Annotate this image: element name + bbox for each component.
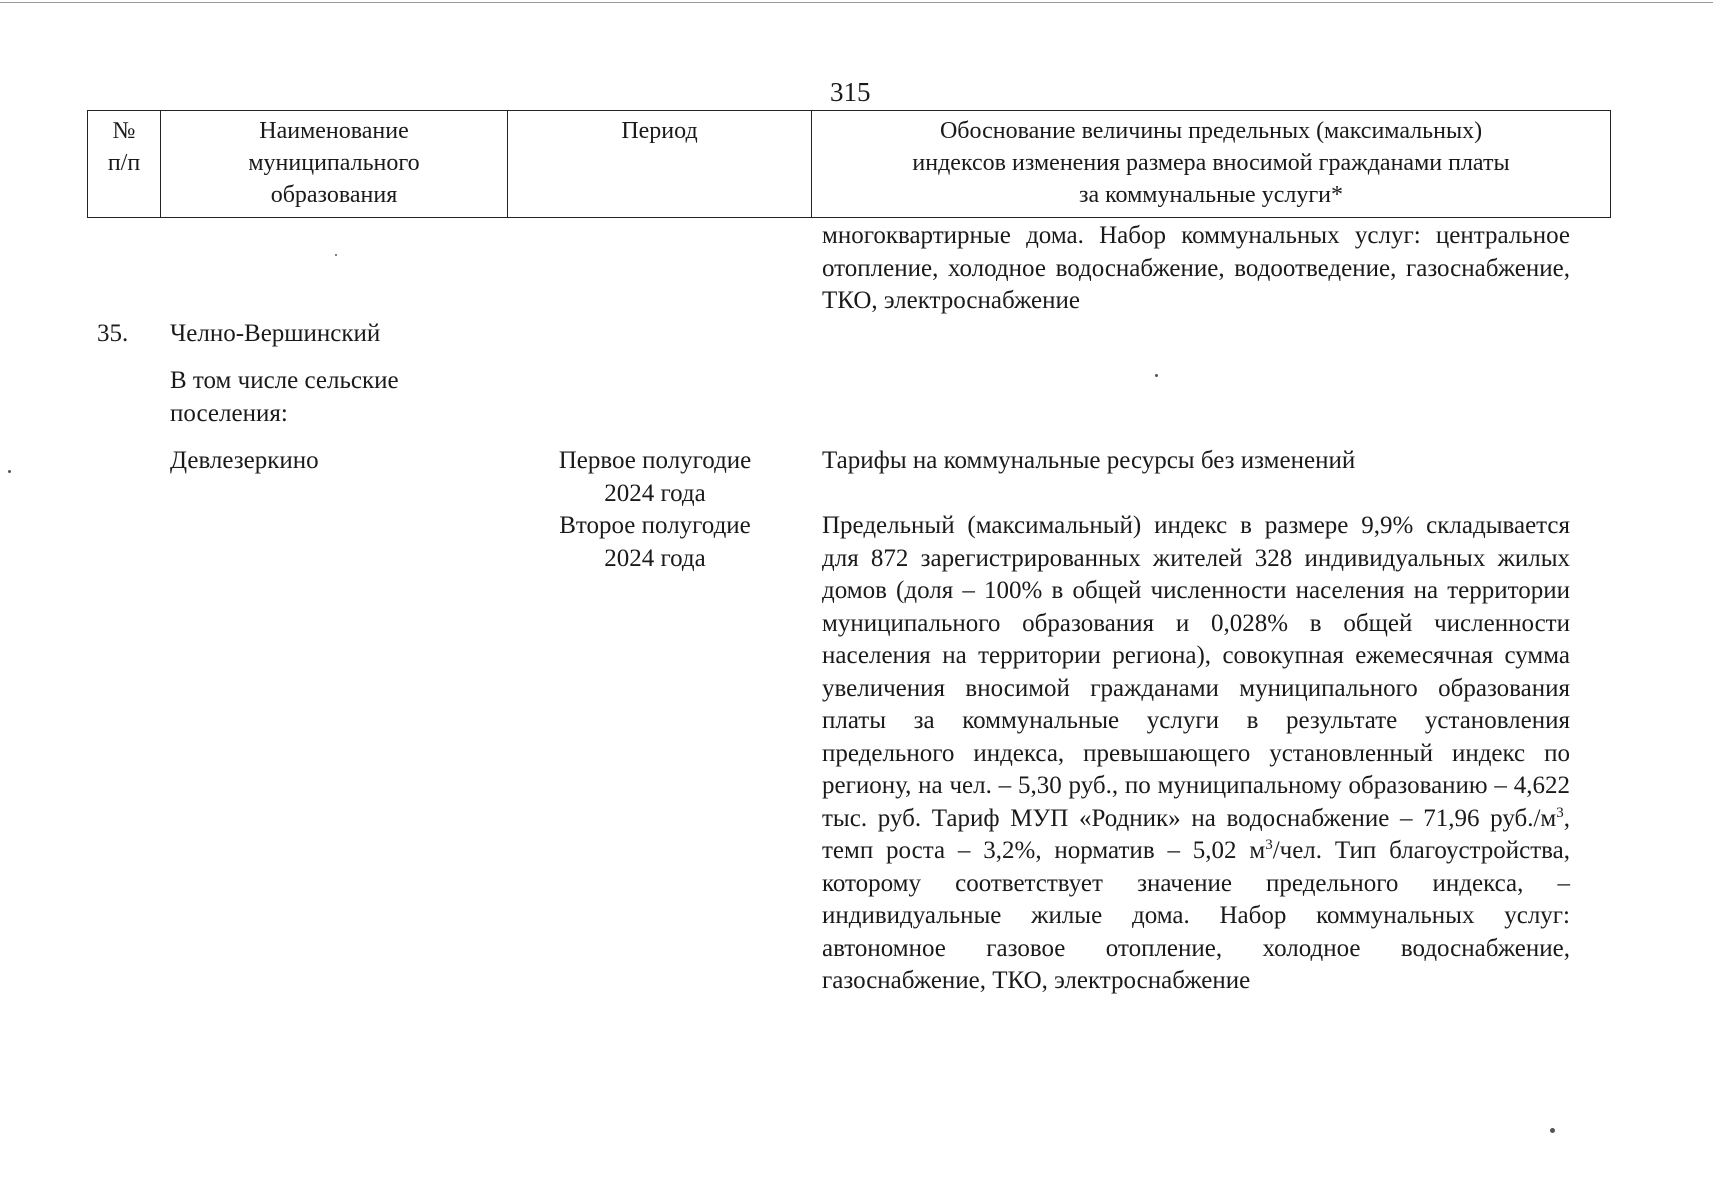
cubic-superscript: 3 xyxy=(1556,804,1564,821)
justification-text-part1: Предельный (максимальный) индекс в размере 9,9% складывается для 872 зарегистрированных жителей 328 индивидуальных жилых домов (доля – 100% в общей численности населения на территории муниципального образования и 0,028% в общей численности населения на территории региона), совокупная ежемесячная сумма увеличения вносимой гражданами муниципального образования платы за коммунальные услуги в результате установления предельного индекса, превышающего установленный индекс по региону, на чел. – 5,30 руб., по муниципальному образованию – 4,622 тыс. руб. Тариф МУП «Родник» на водоснабжение – 71,96 руб./м xyxy=(822,512,1570,832)
header-justification-column: Обоснование величины предельных (максимальных) индексов изменения размера вносимой гражданами платы за коммунальные услуги* xyxy=(912,118,1510,208)
continued-justification-text: многоквартирные дома. Набор коммунальных услуг: центральное отопление, холодное водоснабжение, водоотведение, газоснабжение, ТКО, электроснабжение xyxy=(822,222,1570,314)
page-number: 315 xyxy=(830,77,871,107)
justification-text-part3: /чел. Тип благоустройства, которому соответствует значение предельного индекса, – индивидуальные жилые дома. Набор коммунальных услуг: автономное газовое отопление, холодное водоснабжение, газоснабжение, ТКО, электроснабжение xyxy=(822,837,1570,994)
header-period-column: Период xyxy=(508,111,812,217)
header-municipality-column: Наименование муниципального образования xyxy=(161,111,508,217)
scan-edge-line xyxy=(0,2,1713,3)
municipality-name: Челно-Вершинский xyxy=(170,320,381,347)
period-first-half: Первое полугодие 2024 года xyxy=(558,447,752,507)
justification-text-part2: , темп роста – 3,2%, норматив – 5,02 м xyxy=(822,804,1570,864)
scan-speck xyxy=(1550,1128,1555,1133)
row-number: 35. xyxy=(97,320,129,347)
scan-speck xyxy=(1155,374,1158,377)
justification-first-half: Тарифы на коммунальные ресурсы без изменений xyxy=(822,447,1356,474)
table-header xyxy=(87,110,1611,218)
header-number-column: № п/п xyxy=(88,111,161,217)
justification-second-half xyxy=(822,510,1570,998)
cubic-superscript: 3 xyxy=(1265,837,1273,853)
rural-settlements-subheading: В том числе сельские поселения: xyxy=(170,367,399,427)
scan-speck xyxy=(8,470,11,473)
period-second-half: Второе полугодие 2024 года xyxy=(559,512,751,572)
scan-speck xyxy=(335,254,337,256)
settlement-name: Девлезеркино xyxy=(170,447,319,474)
